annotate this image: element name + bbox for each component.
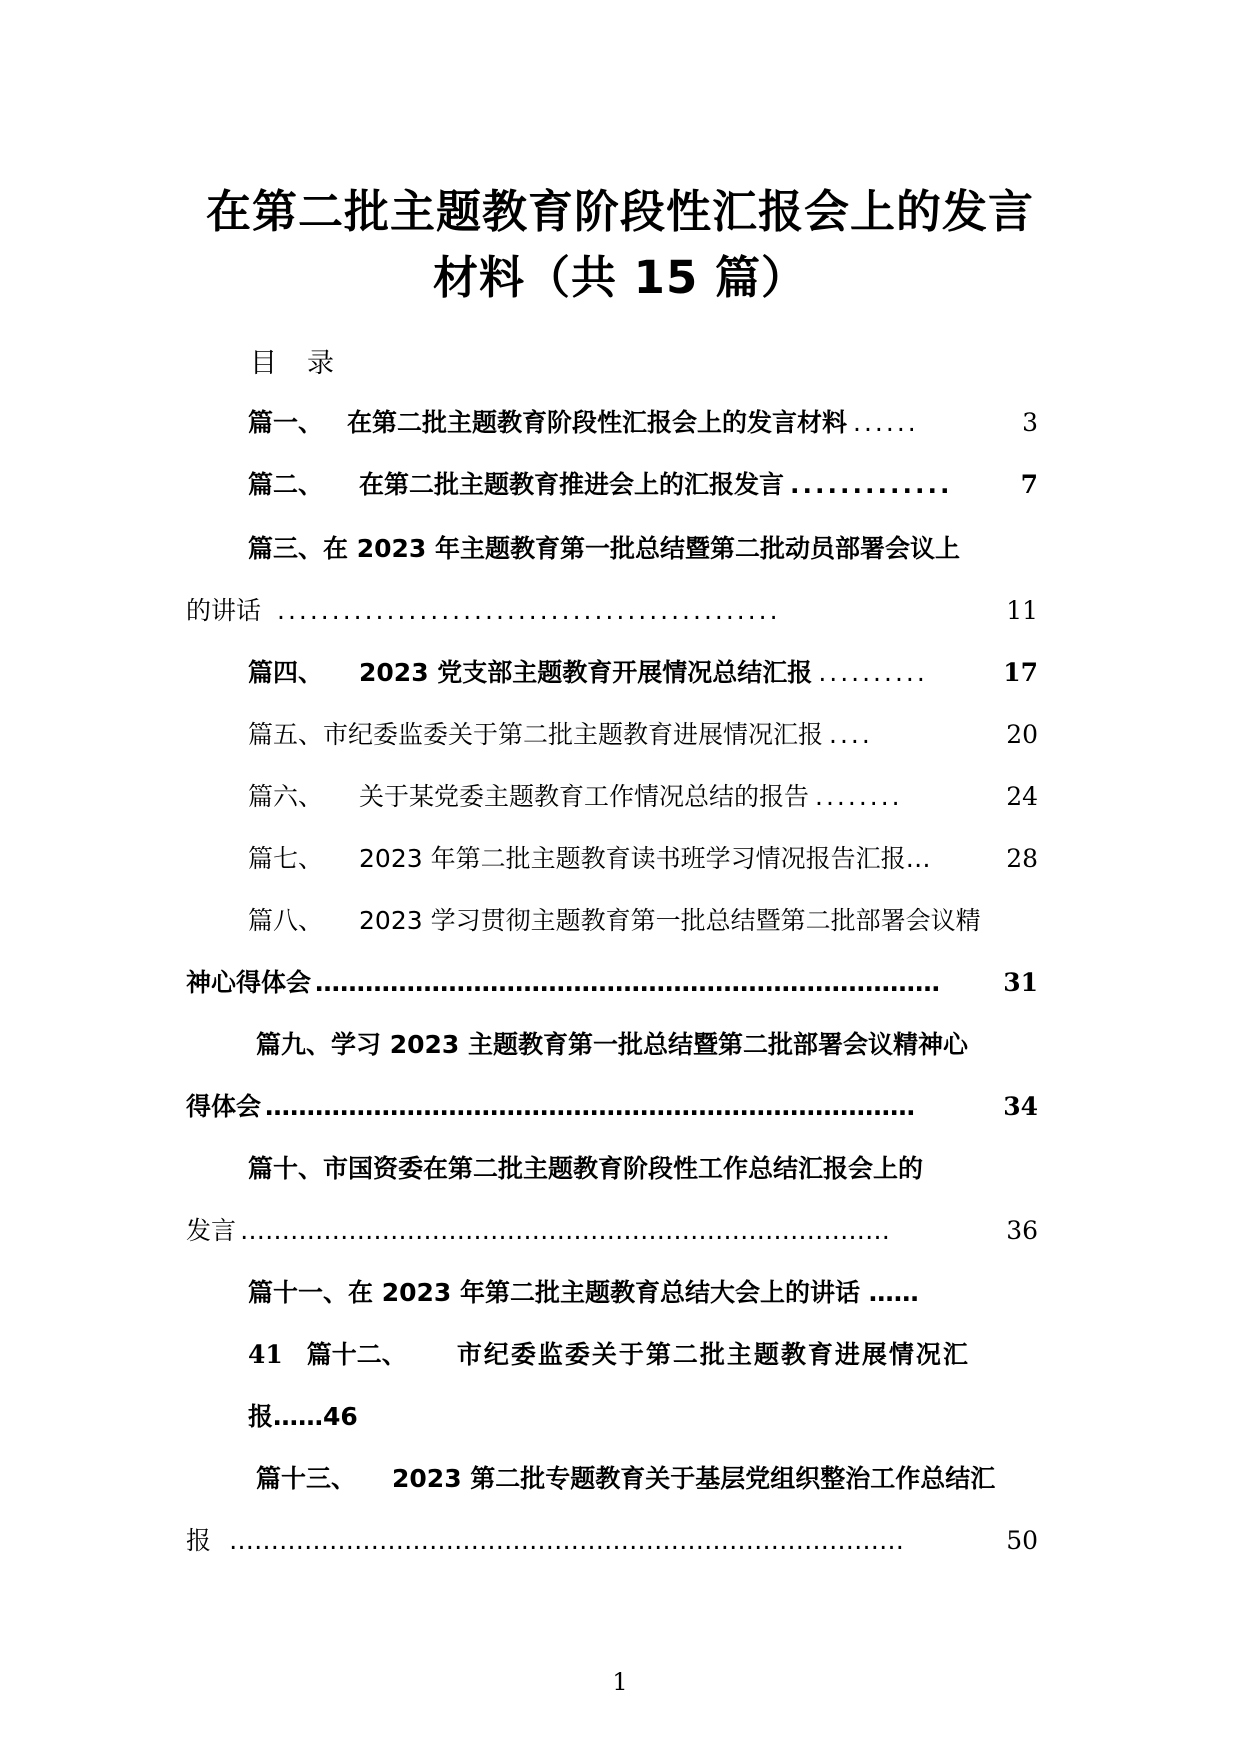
toc-leader-dots: …………………………………………………………………	[315, 968, 941, 997]
toc-entry-title: 在第二批主题教育推进会上的汇报发言	[359, 470, 785, 499]
toc-leader-dots: ..............................................	[277, 596, 781, 625]
toc-entry-title: 2023 党支部主题教育开展情况总结汇报	[359, 658, 813, 687]
toc-entry-label: 篇六、	[248, 782, 324, 811]
toc-entry-title: 篇五、市纪委监委关于第二批主题教育进展情况汇报	[248, 720, 824, 749]
toc-leader-dots: ....	[829, 720, 873, 749]
toc-leader-dots: .............	[790, 470, 953, 499]
toc-entry-12-line-2[interactable]	[248, 1400, 648, 1434]
document-title-line-1: 在第二批主题教育阶段性汇报会上的发言	[205, 185, 1034, 238]
toc-page-number: 17	[1003, 658, 1038, 687]
toc-page-number: 11	[1006, 596, 1038, 625]
toc-entry-1[interactable]	[248, 406, 1038, 440]
toc-entry-11[interactable]	[248, 1276, 1048, 1310]
toc-page-number: 24	[1006, 782, 1038, 811]
toc-entry-10-line-1[interactable]	[248, 1152, 1048, 1186]
toc-entry-title: 2023 第二批专题教育关于基层党组织整治工作总结汇	[392, 1464, 996, 1493]
toc-page-number: 50	[1006, 1526, 1038, 1555]
toc-entry-label: 篇一、	[248, 408, 324, 437]
toc-heading	[250, 346, 334, 382]
toc-leader-dots: ……………………………………………………………………	[265, 1092, 916, 1121]
page-number: 1	[612, 1668, 628, 1696]
toc-entry-label: 篇八、	[248, 906, 324, 935]
toc-entry-title-cont: 的讲话	[186, 596, 262, 625]
toc-entry-5[interactable]	[248, 718, 1038, 752]
toc-entry-6[interactable]	[248, 780, 1038, 814]
toc-entry-12-line-1[interactable]	[248, 1338, 1048, 1372]
toc-leader-dots: ......	[853, 408, 919, 437]
toc-entry-label: 篇七、	[248, 844, 324, 873]
toc-entry-title-cont: 神心得体会	[186, 968, 312, 997]
toc-entry-3-line-2[interactable]	[186, 594, 1038, 628]
toc-entry-title: 2023 学习贯彻主题教育第一批总结暨第二批部署会议精	[359, 906, 981, 935]
toc-entry-title-cont: 得体会	[186, 1092, 262, 1121]
toc-entry-4[interactable]	[248, 656, 1038, 690]
toc-entry-title: 市纪委监委关于第二批主题教育进展情况汇	[456, 1340, 970, 1369]
toc-entry-13-line-1[interactable]	[256, 1462, 1056, 1496]
toc-entry-title: 篇十一、在 2023 年第二批主题教育总结大会上的讲话 ……	[248, 1278, 919, 1307]
toc-entry-label: 篇十三、	[256, 1464, 357, 1493]
toc-page-number: 36	[1006, 1216, 1038, 1245]
toc-page-number: 31	[1003, 968, 1038, 997]
toc-entry-label: 篇四、	[248, 658, 324, 687]
toc-entry-9-line-2[interactable]	[186, 1090, 1038, 1124]
toc-page-number: 7	[1020, 470, 1038, 499]
toc-entry-7[interactable]	[248, 842, 1038, 876]
toc-heading-char-1: 目	[250, 348, 277, 379]
toc-entry-title-cont: 报……46	[248, 1402, 358, 1431]
toc-entry-2[interactable]	[248, 468, 1038, 502]
toc-page-number: 41	[248, 1340, 283, 1369]
toc-heading-char-2: 录	[307, 348, 334, 379]
toc-page-number: 28	[1006, 844, 1038, 873]
toc-entry-3-line-1[interactable]	[248, 532, 1048, 566]
toc-entry-title: 篇三、在 2023 年主题教育第一批总结暨第二批动员部署会议上	[248, 534, 960, 563]
toc-entry-title: 2023 年第二批主题教育读书班学习情况报告汇报…	[359, 844, 931, 873]
toc-entry-label: 篇十二、	[306, 1340, 407, 1369]
toc-entry-8-line-1[interactable]	[248, 904, 1048, 938]
toc-entry-title: 篇十、市国资委在第二批主题教育阶段性工作总结汇报会上的	[248, 1154, 924, 1183]
document-title-line-2: 材料（共 15 篇）	[433, 251, 807, 304]
toc-entry-label: 篇二、	[248, 470, 324, 499]
toc-entry-10-line-2[interactable]	[186, 1214, 1038, 1248]
toc-page-number: 20	[1006, 720, 1038, 749]
toc-entry-title-cont: 发言	[186, 1216, 237, 1245]
toc-leader-dots: ……………………………………………………………………	[240, 1216, 891, 1245]
toc-leader-dots: ………………………………………………………………………	[229, 1526, 905, 1555]
toc-entry-13-line-2[interactable]	[186, 1524, 1038, 1558]
toc-entry-9-line-1[interactable]	[256, 1028, 1056, 1062]
toc-page-number: 3	[1022, 408, 1038, 437]
toc-page-number: 34	[1003, 1092, 1038, 1121]
toc-entry-8-line-2[interactable]	[186, 966, 1038, 1000]
toc-leader-dots: ........	[815, 782, 903, 811]
toc-leader-dots: ..........	[818, 658, 928, 687]
toc-entry-title-cont: 报	[186, 1526, 212, 1555]
toc-entry-title: 在第二批主题教育阶段性汇报会上的发言材料	[347, 408, 848, 437]
toc-entry-title: 关于某党委主题教育工作情况总结的报告	[359, 782, 810, 811]
toc-entry-title: 篇九、学习 2023 主题教育第一批总结暨第二批部署会议精神心	[256, 1030, 968, 1059]
